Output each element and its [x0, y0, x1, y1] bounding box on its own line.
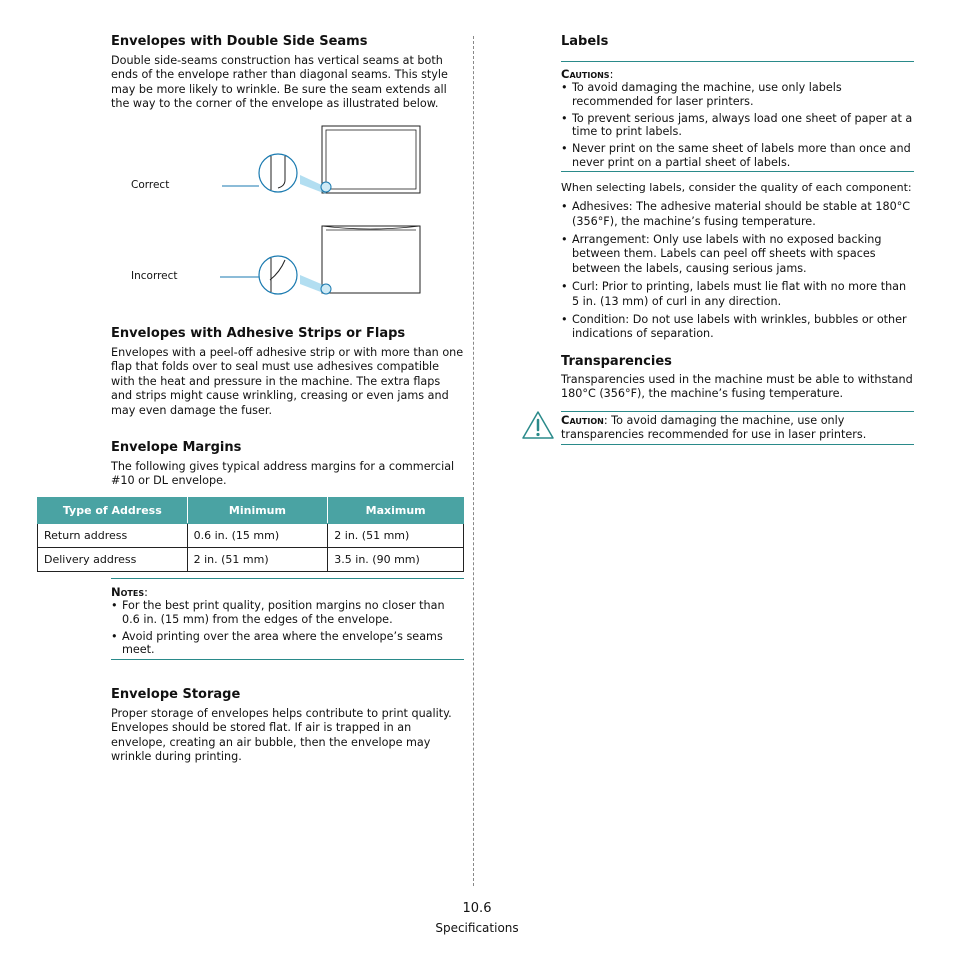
notes-list [111, 599, 456, 660]
table-header-cell: Minimum [187, 498, 328, 524]
section-body-envelope-storage: Proper storage of envelopes helps contribute to print quality. Envelopes should be stored flat. If air is trapped in an envelope, creating an air bubble, then the envelope may wrinkle during printing. [111, 707, 452, 764]
section-title-labels: Labels [561, 34, 609, 49]
notes-heading: Notes: [111, 585, 148, 599]
table-cell: Return address [38, 524, 188, 548]
table-row [38, 548, 464, 572]
section-title-envelope-margins: Envelope Margins [111, 440, 242, 455]
table-header-cell: Maximum [328, 498, 464, 524]
page-number: 10.6 [462, 901, 492, 916]
list-item: • Never print on the same sheet of labels more than once and never print on a partial sheet of labels. [561, 142, 914, 169]
list-item: • Condition: Do not use labels with wrinkles, bubbles or other indications of separation. [561, 313, 914, 342]
section-body-envelope-margins: The following gives typical address margins for a commercial #10 or DL envelope. [111, 460, 455, 488]
list-item: • To avoid damaging the machine, use only labels recommended for laser printers. [561, 81, 914, 108]
section-title-transparencies: Transparencies [561, 354, 672, 369]
table-cell: 0.6 in. (15 mm) [187, 524, 328, 548]
correct-envelope-illustration [222, 126, 420, 194]
column-divider [473, 36, 474, 886]
section-title-adhesive-strips: Envelopes with Adhesive Strips or Flaps [111, 326, 406, 341]
list-item: • For the best print quality, position margins no closer than 0.6 in. (15 mm) from the edges of the envelope. [111, 599, 456, 626]
figure-label-correct: Correct [131, 179, 170, 191]
table-cell: 2 in. (51 mm) [187, 548, 328, 572]
caution-top-rule [561, 411, 914, 412]
table-cell: 2 in. (51 mm) [328, 524, 464, 548]
table-header-cell: Type of Address [38, 498, 188, 524]
labels-intro-text: When selecting labels, consider the quality of each component: [561, 181, 912, 194]
label-components-list [561, 200, 914, 345]
cautions-heading: Cautions: [561, 67, 614, 81]
section-body-transparencies: Transparencies used in the machine must be able to withstand 180°C (356°F), the machine’s fusing temperature. [561, 373, 913, 401]
section-body-adhesive-strips: Envelopes with a peel-off adhesive strip or with more than one flap that folds over to seal must use adhesives compatible with the heat and pressure in the machine. The extra flaps and strips might cause wrinkling, creasing or even jams and may even damage the fuser. [111, 346, 464, 417]
footer-section-name: Specifications [435, 921, 519, 935]
section-title-envelope-storage: Envelope Storage [111, 687, 241, 702]
table-row [38, 524, 464, 548]
transparencies-caution: Caution: To avoid damaging the machine, use only transparencies recommended for use in laser printers. [561, 413, 867, 442]
cautions-bottom-rule [561, 171, 914, 172]
list-item: • Arrangement: Only use labels with no exposed backing between them. Labels can peel off sheets with spaces between the labels, causing serious jams. [561, 233, 914, 277]
list-item: • To prevent serious jams, always load one sheet of paper at a time to print labels. [561, 112, 914, 139]
figure-label-incorrect: Incorrect [131, 270, 178, 282]
table-header-row [38, 498, 464, 524]
table-cell: 3.5 in. (90 mm) [328, 548, 464, 572]
section-title-double-side-seams: Envelopes with Double Side Seams [111, 34, 368, 49]
envelope-margins-table [37, 497, 464, 572]
notes-bottom-rule [111, 659, 464, 660]
table-cell: Delivery address [38, 548, 188, 572]
caution-warning-icon [521, 410, 555, 440]
cautions-list [561, 81, 914, 173]
incorrect-envelope-illustration [220, 226, 420, 294]
section-body-double-side-seams: Double side-seams construction has vertical seams at both ends of the envelope rather than diagonal seams. This style may be more likely to wrinkle. Be sure the seam extends all the way to the corner of the envelope as illustrated below. [111, 54, 448, 111]
list-item: • Adhesives: The adhesive material should be stable at 180°C (356°F), the machine’s fusing temperature. [561, 200, 914, 229]
list-item: • Avoid printing over the area where the envelope’s seams meet. [111, 630, 456, 657]
cautions-top-rule [561, 61, 914, 62]
caution-bottom-rule [561, 444, 914, 445]
notes-top-rule [111, 578, 464, 579]
list-item: • Curl: Prior to printing, labels must lie flat with no more than 5 in. (13 mm) of curl in any direction. [561, 280, 914, 309]
